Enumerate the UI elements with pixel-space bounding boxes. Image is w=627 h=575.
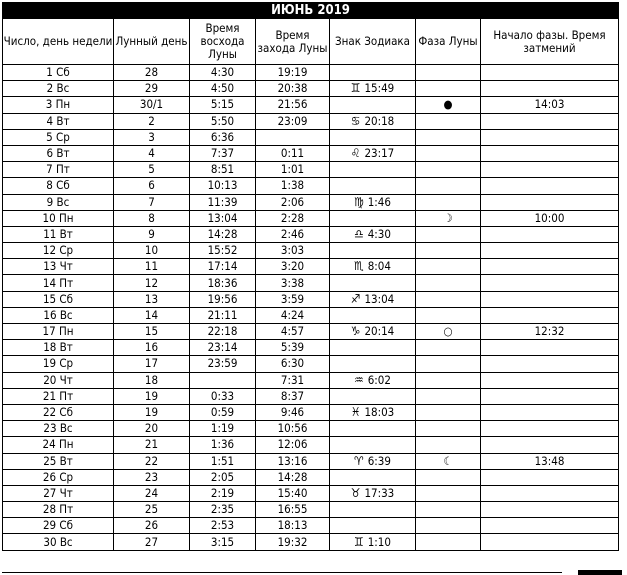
moonset-cell: 12:06 bbox=[256, 437, 330, 453]
moon-phase-icon bbox=[416, 65, 481, 81]
date-cell: 30 Вс bbox=[3, 534, 114, 550]
moonset-cell: 2:06 bbox=[256, 194, 330, 210]
zodiac-cell bbox=[330, 437, 416, 453]
lunar-day-cell: 19 bbox=[114, 388, 190, 404]
lunar-day-cell: 30/1 bbox=[114, 97, 190, 113]
moonrise-cell: 4:50 bbox=[190, 81, 256, 97]
lunar-day-cell: 20 bbox=[114, 421, 190, 437]
date-cell: 5 Ср bbox=[3, 129, 114, 145]
date-cell: 3 Пн bbox=[3, 97, 114, 113]
lunar-day-cell: 25 bbox=[114, 502, 190, 518]
zodiac-cell bbox=[330, 421, 416, 437]
moonrise-cell: 5:15 bbox=[190, 97, 256, 113]
lunar-day-cell: 26 bbox=[114, 518, 190, 534]
date-cell: 24 Пн bbox=[3, 437, 114, 453]
zodiac-cell bbox=[330, 162, 416, 178]
header-lunar-day: Лунный день bbox=[114, 19, 190, 65]
lunar-day-cell: 29 bbox=[114, 81, 190, 97]
moonrise-cell: 0:33 bbox=[190, 388, 256, 404]
date-cell: 11 Вт bbox=[3, 226, 114, 242]
moon-phase-icon bbox=[416, 437, 481, 453]
moon-phase-icon bbox=[416, 291, 481, 307]
moonset-cell bbox=[256, 129, 330, 145]
date-cell: 7 Пт bbox=[3, 162, 114, 178]
lunar-day-cell: 15 bbox=[114, 324, 190, 340]
table-title: ИЮНЬ 2019 bbox=[3, 3, 619, 19]
moonrise-cell: 3:15 bbox=[190, 534, 256, 550]
moonset-cell: 13:16 bbox=[256, 453, 330, 469]
phase-time-cell bbox=[481, 437, 619, 453]
moonrise-cell: 1:19 bbox=[190, 421, 256, 437]
moonrise-cell bbox=[190, 372, 256, 388]
moonrise-cell: 1:51 bbox=[190, 453, 256, 469]
moon-phase-icon bbox=[416, 534, 481, 550]
zodiac-time: 6:02 bbox=[367, 372, 391, 387]
moonset-cell: 23:09 bbox=[256, 113, 330, 129]
phase-time-cell bbox=[481, 340, 619, 356]
phase-time-cell bbox=[481, 145, 619, 161]
moon-phase-icon bbox=[416, 340, 481, 356]
moonrise-cell: 2:53 bbox=[190, 518, 256, 534]
table-row bbox=[3, 372, 619, 388]
date-cell: 6 Вт bbox=[3, 145, 114, 161]
zodiac-cell bbox=[330, 372, 416, 388]
moonrise-cell: 4:30 bbox=[190, 65, 256, 81]
moonrise-cell: 17:14 bbox=[190, 259, 256, 275]
moon-phase-icon bbox=[416, 469, 481, 485]
phase-time-cell bbox=[481, 307, 619, 323]
lunar-day-cell: 28 bbox=[114, 65, 190, 81]
zodiac-cell bbox=[330, 534, 416, 550]
phase-time-cell bbox=[481, 534, 619, 550]
phase-time-cell bbox=[481, 518, 619, 534]
table-row bbox=[3, 388, 619, 404]
table-row bbox=[3, 534, 619, 550]
zodiac-cell bbox=[330, 129, 416, 145]
table-row bbox=[3, 65, 619, 81]
date-cell: 27 Чт bbox=[3, 485, 114, 501]
moonrise-cell: 7:37 bbox=[190, 145, 256, 161]
zodiac-time: 18:03 bbox=[364, 405, 395, 420]
zodiac-cell bbox=[330, 356, 416, 372]
date-cell: 18 Вт bbox=[3, 340, 114, 356]
zodiac-time: 20:14 bbox=[364, 324, 395, 339]
zodiac-time: 23:17 bbox=[364, 146, 395, 161]
table-row bbox=[3, 324, 619, 340]
zodiac-sign-icon: ♌ bbox=[350, 146, 361, 161]
date-cell: 26 Ср bbox=[3, 469, 114, 485]
moonrise-cell: 6:36 bbox=[190, 129, 256, 145]
zodiac-cell bbox=[330, 324, 416, 340]
moonset-cell: 16:55 bbox=[256, 502, 330, 518]
moonrise-cell: 1:36 bbox=[190, 437, 256, 453]
table-row bbox=[3, 243, 619, 259]
zodiac-cell bbox=[330, 518, 416, 534]
moonset-cell: 7:31 bbox=[256, 372, 330, 388]
lunar-day-cell: 11 bbox=[114, 259, 190, 275]
zodiac-sign-icon: ♎ bbox=[354, 226, 364, 241]
date-cell: 16 Вс bbox=[3, 307, 114, 323]
moonset-cell: 10:56 bbox=[256, 421, 330, 437]
date-cell: 1 Сб bbox=[3, 65, 114, 81]
table-row bbox=[3, 453, 619, 469]
table-row bbox=[3, 307, 619, 323]
table-row bbox=[3, 97, 619, 113]
zodiac-cell bbox=[330, 388, 416, 404]
date-cell: 20 Чт bbox=[3, 372, 114, 388]
lunar-day-cell: 21 bbox=[114, 437, 190, 453]
date-cell: 2 Вс bbox=[3, 81, 114, 97]
lunar-calendar-table bbox=[2, 2, 619, 551]
lunar-day-cell: 18 bbox=[114, 372, 190, 388]
date-cell: 8 Сб bbox=[3, 178, 114, 194]
moonset-cell: 14:28 bbox=[256, 469, 330, 485]
moonset-cell: 2:28 bbox=[256, 210, 330, 226]
table-row bbox=[3, 469, 619, 485]
moon-phase-icon bbox=[416, 356, 481, 372]
zodiac-sign-icon: ♏ bbox=[354, 259, 364, 274]
lunar-day-cell: 3 bbox=[114, 129, 190, 145]
phase-time-cell: 13:48 bbox=[481, 453, 619, 469]
moonset-cell: 21:56 bbox=[256, 97, 330, 113]
zodiac-cell bbox=[330, 243, 416, 259]
zodiac-cell bbox=[330, 194, 416, 210]
moon-phase-icon: ☽ bbox=[416, 210, 481, 226]
zodiac-time: 15:49 bbox=[364, 81, 395, 96]
moonset-cell: 4:24 bbox=[256, 307, 330, 323]
moon-phase-icon bbox=[416, 421, 481, 437]
table-row bbox=[3, 485, 619, 501]
table-row bbox=[3, 194, 619, 210]
moon-phase-icon bbox=[416, 81, 481, 97]
header-zodiac: Знак Зодиака bbox=[330, 19, 416, 65]
lunar-day-cell: 4 bbox=[114, 145, 190, 161]
moon-phase-icon: ○ bbox=[416, 324, 481, 340]
lunar-day-cell: 7 bbox=[114, 194, 190, 210]
date-cell: 13 Чт bbox=[3, 259, 114, 275]
zodiac-sign-icon: ♑ bbox=[350, 324, 361, 339]
zodiac-sign-icon: ♓ bbox=[350, 405, 361, 420]
phase-time-cell bbox=[481, 275, 619, 291]
phase-time-cell bbox=[481, 178, 619, 194]
moon-phase-icon bbox=[416, 404, 481, 420]
moon-phase-icon bbox=[416, 388, 481, 404]
moonrise-cell: 23:14 bbox=[190, 340, 256, 356]
moonset-cell: 15:40 bbox=[256, 485, 330, 501]
lunar-day-cell: 12 bbox=[114, 275, 190, 291]
moonrise-cell: 2:19 bbox=[190, 485, 256, 501]
zodiac-cell bbox=[330, 210, 416, 226]
moonrise-cell: 8:51 bbox=[190, 162, 256, 178]
lunar-day-cell: 8 bbox=[114, 210, 190, 226]
date-cell: 15 Сб bbox=[3, 291, 114, 307]
lunar-day-cell: 16 bbox=[114, 340, 190, 356]
zodiac-time: 8:04 bbox=[367, 259, 391, 274]
lunar-day-cell: 6 bbox=[114, 178, 190, 194]
date-cell: 17 Пн bbox=[3, 324, 114, 340]
lunar-day-cell: 24 bbox=[114, 485, 190, 501]
moon-phase-icon bbox=[416, 129, 481, 145]
date-cell: 28 Пт bbox=[3, 502, 114, 518]
lunar-day-cell: 27 bbox=[114, 534, 190, 550]
moonset-cell: 9:46 bbox=[256, 404, 330, 420]
date-cell: 23 Вс bbox=[3, 421, 114, 437]
moonset-cell: 5:39 bbox=[256, 340, 330, 356]
moonset-cell: 3:38 bbox=[256, 275, 330, 291]
date-cell: 29 Сб bbox=[3, 518, 114, 534]
zodiac-sign-icon: ♒ bbox=[354, 372, 364, 387]
moonrise-cell: 5:50 bbox=[190, 113, 256, 129]
phase-time-cell bbox=[481, 372, 619, 388]
table-row bbox=[3, 259, 619, 275]
phase-time-cell bbox=[481, 388, 619, 404]
moon-phase-icon: ☾ bbox=[416, 453, 481, 469]
date-cell: 21 Пт bbox=[3, 388, 114, 404]
phase-time-cell bbox=[481, 113, 619, 129]
moon-phase-icon bbox=[416, 259, 481, 275]
lunar-day-cell: 23 bbox=[114, 469, 190, 485]
bottom-block bbox=[578, 570, 622, 575]
moonset-cell: 0:11 bbox=[256, 145, 330, 161]
zodiac-time: 4:30 bbox=[367, 226, 391, 241]
table-row bbox=[3, 178, 619, 194]
moonset-cell: 1:38 bbox=[256, 178, 330, 194]
lunar-day-cell: 19 bbox=[114, 404, 190, 420]
zodiac-cell bbox=[330, 453, 416, 469]
table-row bbox=[3, 145, 619, 161]
moonset-cell: 19:32 bbox=[256, 534, 330, 550]
phase-time-cell bbox=[481, 129, 619, 145]
moonrise-cell: 23:59 bbox=[190, 356, 256, 372]
zodiac-sign-icon: ♍ bbox=[354, 194, 364, 209]
moonset-cell: 3:03 bbox=[256, 243, 330, 259]
moon-phase-icon bbox=[416, 518, 481, 534]
zodiac-cell bbox=[330, 404, 416, 420]
table-row bbox=[3, 518, 619, 534]
moonrise-cell: 10:13 bbox=[190, 178, 256, 194]
phase-time-cell bbox=[481, 194, 619, 210]
moon-phase-icon bbox=[416, 145, 481, 161]
moonrise-cell: 22:18 bbox=[190, 324, 256, 340]
zodiac-cell bbox=[330, 81, 416, 97]
date-cell: 19 Ср bbox=[3, 356, 114, 372]
header-moon-phase: Фаза Луны bbox=[416, 19, 481, 65]
phase-time-cell: 12:32 bbox=[481, 324, 619, 340]
zodiac-sign-icon: ♐ bbox=[350, 291, 361, 306]
zodiac-cell bbox=[330, 469, 416, 485]
zodiac-time: 1:46 bbox=[367, 194, 391, 209]
zodiac-cell bbox=[330, 340, 416, 356]
zodiac-cell bbox=[330, 145, 416, 161]
phase-time-cell: 10:00 bbox=[481, 210, 619, 226]
lunar-day-cell: 22 bbox=[114, 453, 190, 469]
table-row bbox=[3, 421, 619, 437]
phase-time-cell: 14:03 bbox=[481, 97, 619, 113]
table-row bbox=[3, 162, 619, 178]
phase-time-cell bbox=[481, 291, 619, 307]
moon-phase-icon bbox=[416, 113, 481, 129]
bottom-rule bbox=[2, 572, 562, 573]
zodiac-sign-icon: ♋ bbox=[350, 113, 361, 128]
moon-phase-icon bbox=[416, 226, 481, 242]
date-cell: 22 Сб bbox=[3, 404, 114, 420]
date-cell: 25 Вт bbox=[3, 453, 114, 469]
moonset-cell: 1:01 bbox=[256, 162, 330, 178]
table-row bbox=[3, 404, 619, 420]
moonrise-cell: 0:59 bbox=[190, 404, 256, 420]
lunar-day-cell: 9 bbox=[114, 226, 190, 242]
date-cell: 10 Пн bbox=[3, 210, 114, 226]
zodiac-time: 1:10 bbox=[367, 534, 391, 549]
table-body bbox=[3, 65, 619, 551]
moonset-cell: 3:20 bbox=[256, 259, 330, 275]
table-row bbox=[3, 129, 619, 145]
phase-time-cell bbox=[481, 243, 619, 259]
moon-phase-icon bbox=[416, 307, 481, 323]
lunar-day-cell: 2 bbox=[114, 113, 190, 129]
table-row bbox=[3, 437, 619, 453]
moonrise-cell: 14:28 bbox=[190, 226, 256, 242]
table-row bbox=[3, 291, 619, 307]
moon-phase-icon: ● bbox=[416, 97, 481, 113]
lunar-day-cell: 10 bbox=[114, 243, 190, 259]
zodiac-cell bbox=[330, 65, 416, 81]
date-cell: 4 Вт bbox=[3, 113, 114, 129]
phase-time-cell bbox=[481, 404, 619, 420]
moon-phase-icon bbox=[416, 275, 481, 291]
phase-time-cell bbox=[481, 502, 619, 518]
table-row bbox=[3, 113, 619, 129]
zodiac-cell bbox=[330, 113, 416, 129]
zodiac-cell bbox=[330, 485, 416, 501]
zodiac-sign-icon: ♊ bbox=[350, 81, 361, 96]
table-row bbox=[3, 356, 619, 372]
header-moonrise: Время восхода Луны bbox=[190, 19, 256, 65]
phase-time-cell bbox=[481, 421, 619, 437]
phase-time-cell bbox=[481, 226, 619, 242]
moon-phase-icon bbox=[416, 243, 481, 259]
zodiac-cell bbox=[330, 97, 416, 113]
moon-phase-icon bbox=[416, 194, 481, 210]
phase-time-cell bbox=[481, 469, 619, 485]
date-cell: 9 Вс bbox=[3, 194, 114, 210]
lunar-day-cell: 17 bbox=[114, 356, 190, 372]
moonset-cell: 4:57 bbox=[256, 324, 330, 340]
phase-time-cell bbox=[481, 65, 619, 81]
moonset-cell: 3:59 bbox=[256, 291, 330, 307]
moonrise-cell: 11:39 bbox=[190, 194, 256, 210]
phase-time-cell bbox=[481, 485, 619, 501]
date-cell: 14 Пт bbox=[3, 275, 114, 291]
phase-time-cell bbox=[481, 81, 619, 97]
table-row bbox=[3, 340, 619, 356]
zodiac-sign-icon: ♊ bbox=[354, 534, 364, 549]
header-date: Число, день недели bbox=[3, 19, 114, 65]
table-row bbox=[3, 81, 619, 97]
zodiac-cell bbox=[330, 502, 416, 518]
moonset-cell: 6:30 bbox=[256, 356, 330, 372]
moonrise-cell: 21:11 bbox=[190, 307, 256, 323]
moonrise-cell: 13:04 bbox=[190, 210, 256, 226]
moonrise-cell: 18:36 bbox=[190, 275, 256, 291]
moon-phase-icon bbox=[416, 485, 481, 501]
moonrise-cell: 15:52 bbox=[190, 243, 256, 259]
moonrise-cell: 2:05 bbox=[190, 469, 256, 485]
table-row bbox=[3, 275, 619, 291]
date-cell: 12 Ср bbox=[3, 243, 114, 259]
zodiac-cell bbox=[330, 291, 416, 307]
lunar-day-cell: 14 bbox=[114, 307, 190, 323]
zodiac-cell bbox=[330, 275, 416, 291]
moon-phase-icon bbox=[416, 178, 481, 194]
table-row bbox=[3, 502, 619, 518]
moon-phase-icon bbox=[416, 162, 481, 178]
table-row bbox=[3, 210, 619, 226]
phase-time-cell bbox=[481, 259, 619, 275]
moonset-cell: 18:13 bbox=[256, 518, 330, 534]
zodiac-time: 20:18 bbox=[364, 113, 395, 128]
table-row bbox=[3, 226, 619, 242]
moonset-cell: 2:46 bbox=[256, 226, 330, 242]
lunar-day-cell: 5 bbox=[114, 162, 190, 178]
phase-time-cell bbox=[481, 162, 619, 178]
zodiac-time: 6:39 bbox=[367, 453, 391, 468]
moonset-cell: 8:37 bbox=[256, 388, 330, 404]
header-phase-start: Начало фазы. Время затмений bbox=[481, 19, 619, 65]
lunar-day-cell: 13 bbox=[114, 291, 190, 307]
zodiac-sign-icon: ♉ bbox=[350, 485, 361, 500]
zodiac-cell bbox=[330, 307, 416, 323]
phase-time-cell bbox=[481, 356, 619, 372]
moon-phase-icon bbox=[416, 502, 481, 518]
zodiac-time: 17:33 bbox=[364, 485, 395, 500]
moonrise-cell: 2:35 bbox=[190, 502, 256, 518]
moonset-cell: 20:38 bbox=[256, 81, 330, 97]
zodiac-cell bbox=[330, 259, 416, 275]
zodiac-cell bbox=[330, 178, 416, 194]
zodiac-cell bbox=[330, 226, 416, 242]
zodiac-sign-icon: ♈ bbox=[354, 453, 364, 468]
moon-phase-icon bbox=[416, 372, 481, 388]
moonset-cell: 19:19 bbox=[256, 65, 330, 81]
header-moonset: Время захода Луны bbox=[256, 19, 330, 65]
moonrise-cell: 19:56 bbox=[190, 291, 256, 307]
zodiac-time: 13:04 bbox=[364, 291, 395, 306]
